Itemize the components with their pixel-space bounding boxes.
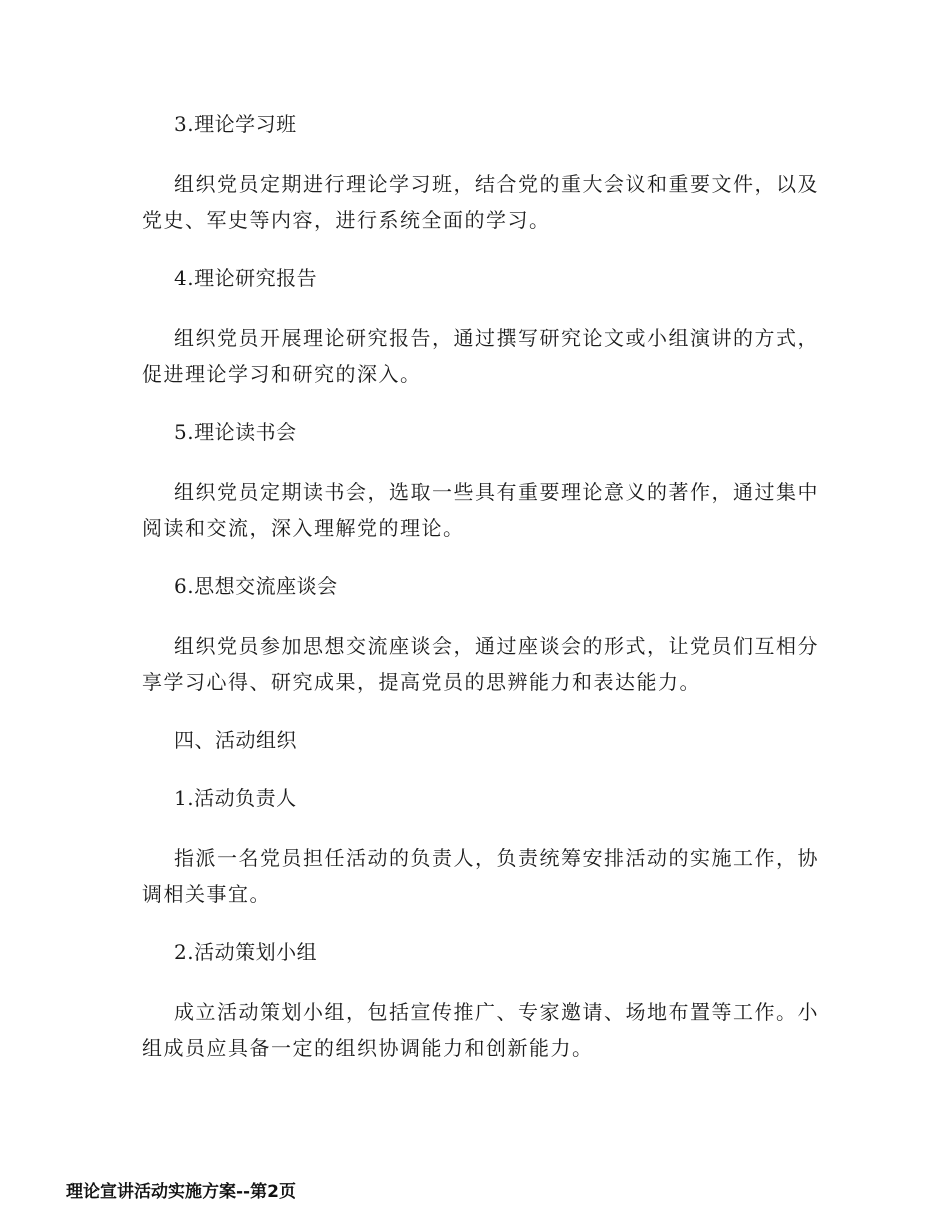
section-body-6: 组织党员参加思想交流座谈会，通过座谈会的形式，让党员们互相分享学习心得、研究成果，提高党员的思辨能力和表达能力。: [142, 634, 819, 694]
page-footer: 理论宣讲活动实施方案--第2页: [66, 1182, 296, 1202]
chapter-heading-activity-organization: 四、活动组织: [174, 728, 297, 752]
document-body: [142, 108, 822, 1090]
section-heading-activity-lead: 1.活动负责人: [174, 786, 297, 810]
section-heading-6: 6.思想交流座谈会: [174, 574, 338, 598]
section-body-3: 组织党员定期进行理论学习班，结合党的重大会议和重要文件，以及党史、军史等内容，进行系统全面的学习。: [142, 172, 819, 232]
section-body-4: 组织党员开展理论研究报告，通过撰写研究论文或小组演讲的方式，促进理论学习和研究的深入。: [142, 326, 819, 386]
section-body-5: 组织党员定期读书会，选取一些具有重要理论意义的著作，通过集中阅读和交流，深入理解党的理论。: [142, 480, 819, 540]
section-heading-5: 5.理论读书会: [174, 420, 297, 444]
section-body-activity-lead: 指派一名党员担任活动的负责人，负责统筹安排活动的实施工作，协调相关事宜。: [142, 846, 819, 906]
section-body-planning-group: 成立活动策划小组，包括宣传推广、专家邀请、场地布置等工作。小组成员应具备一定的组织协调能力和创新能力。: [142, 1000, 819, 1060]
section-heading-4: 4.理论研究报告: [174, 266, 318, 290]
section-heading-planning-group: 2.活动策划小组: [174, 940, 318, 964]
section-heading-3: 3.理论学习班: [174, 112, 297, 136]
